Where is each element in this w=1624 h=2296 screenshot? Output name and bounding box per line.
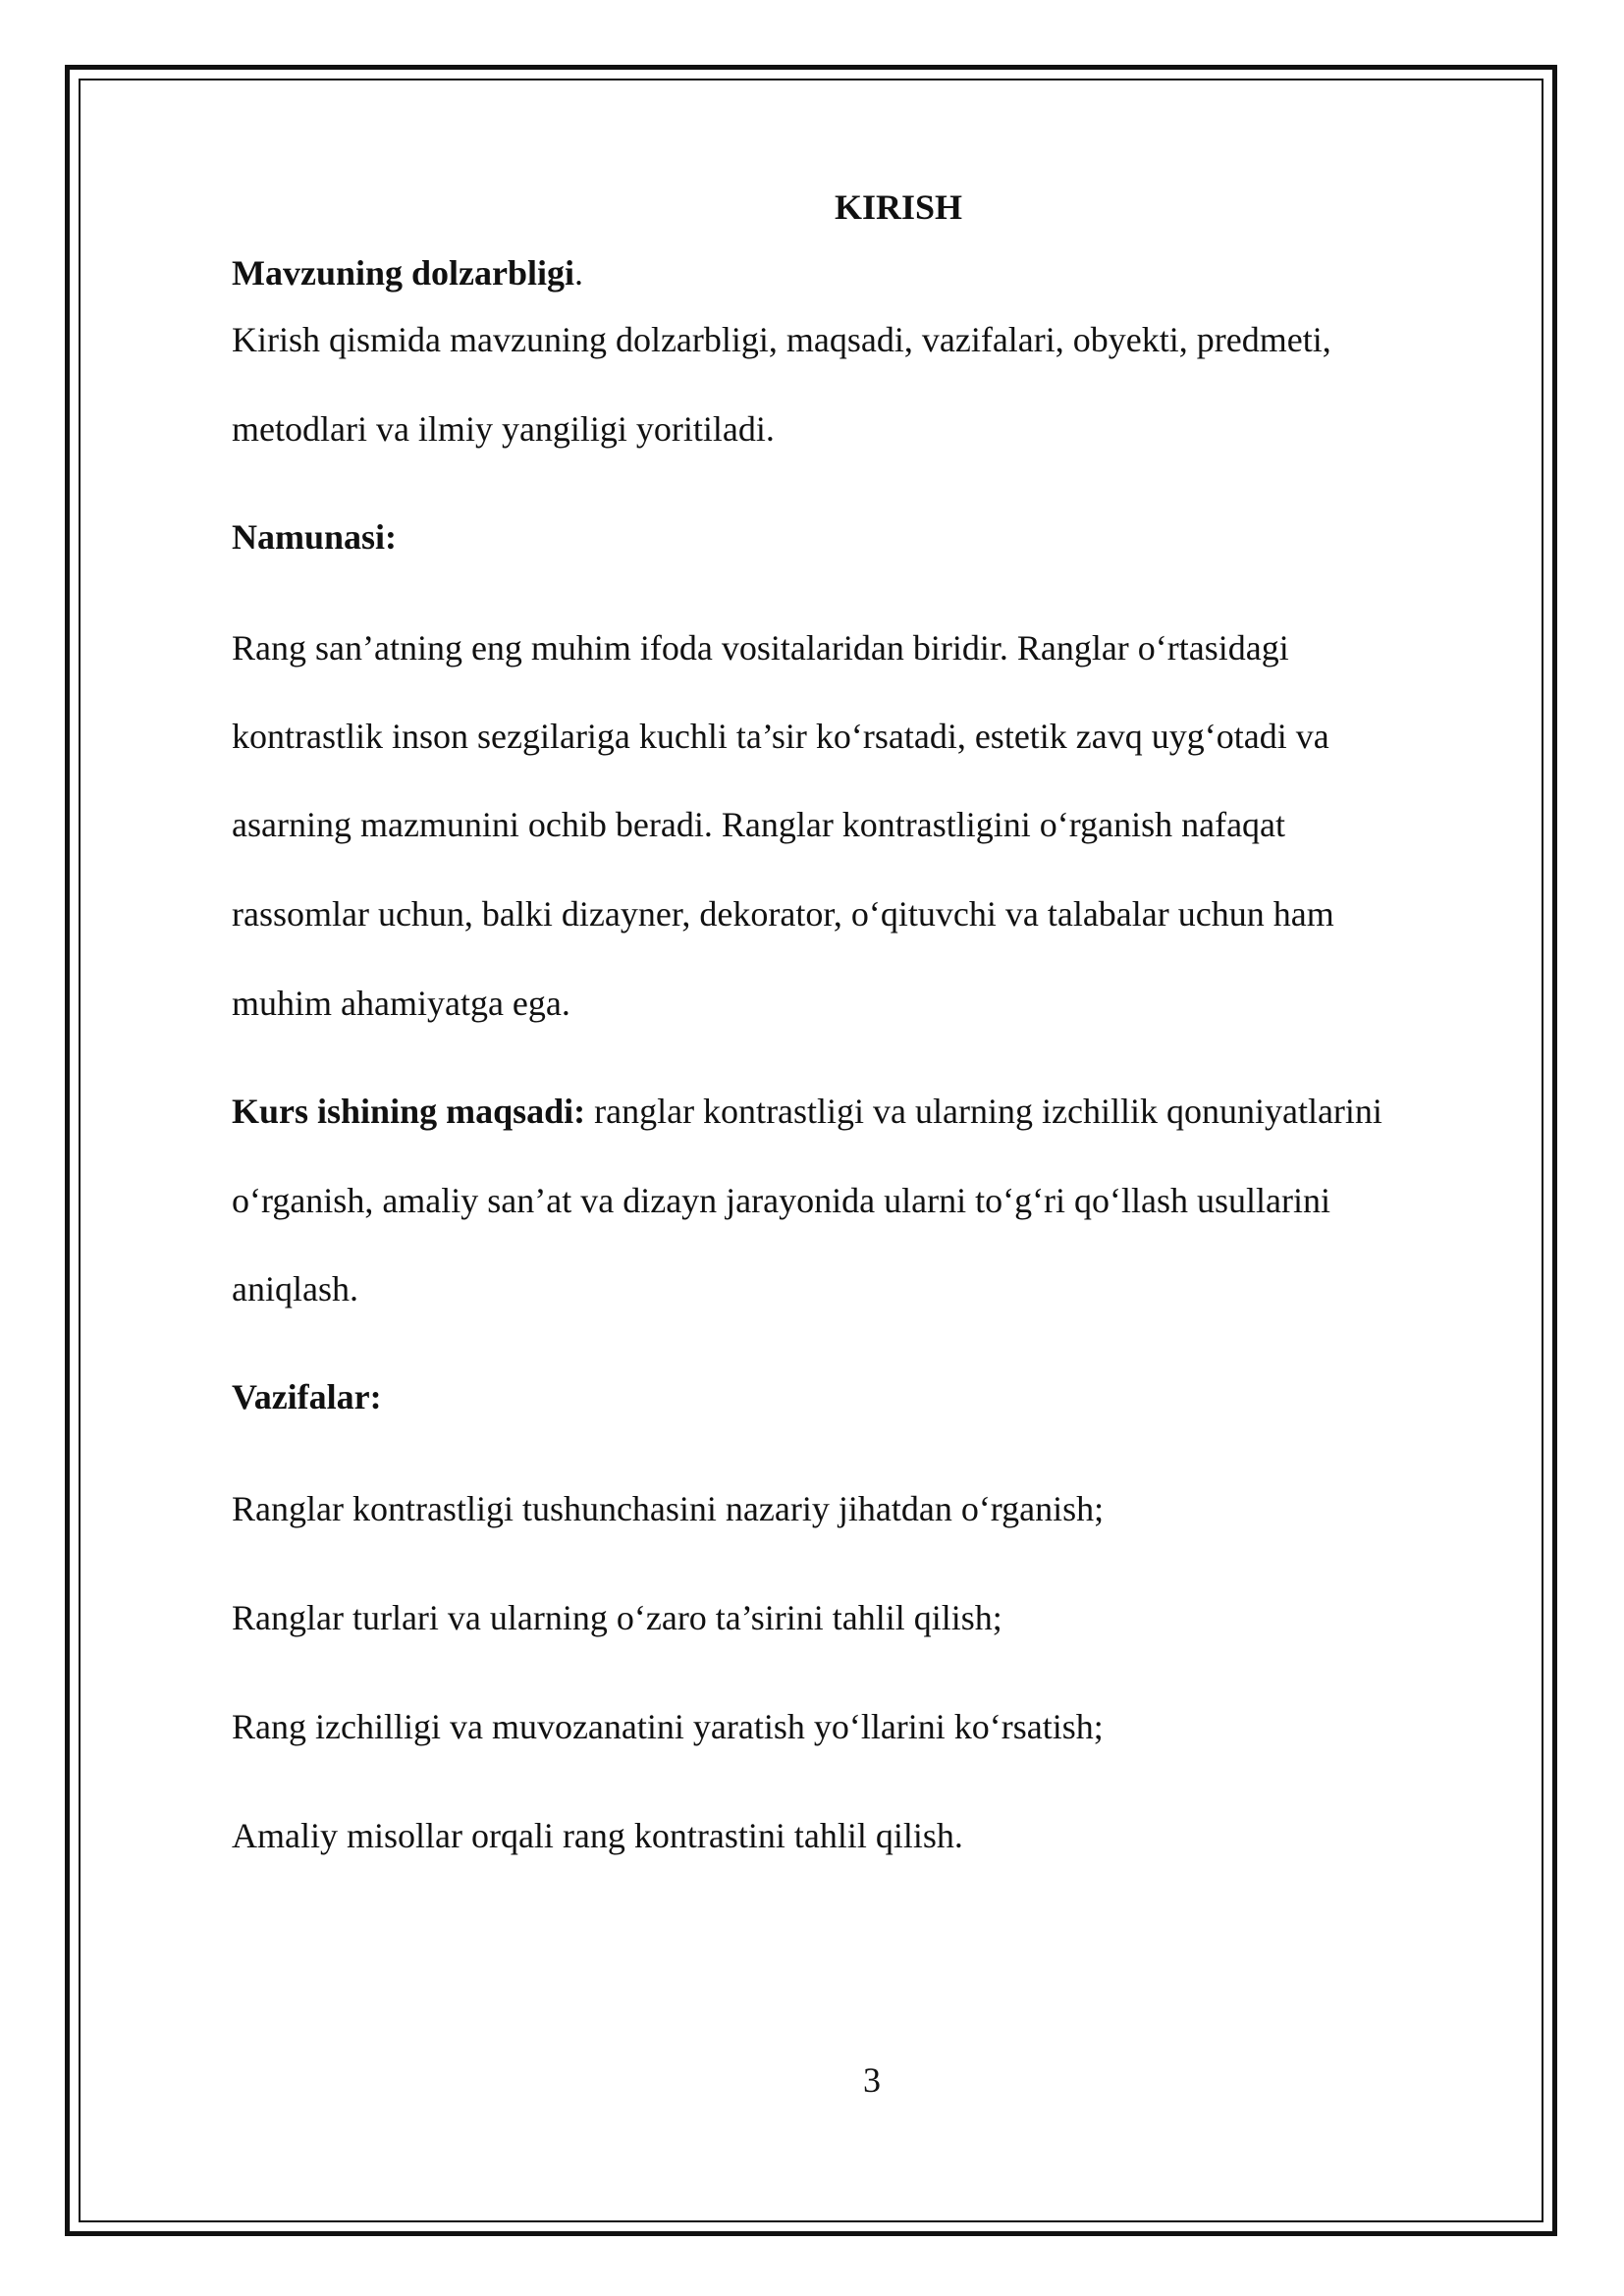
task-item: Ranglar kontrastligi tushunchasini nazariy jihatdan o‘rganish;	[232, 1489, 1105, 1528]
tasks-heading: Vazifalar:	[232, 1377, 382, 1416]
task-item: Amaliy misollar orqali rang kontrastini tahlil qilish.	[232, 1816, 963, 1855]
relevance-heading-text: Mavzuning dolzarbligi	[232, 253, 575, 293]
goal-paragraph	[232, 1094, 1382, 1129]
intro-line: metodlari va ilmiy yangiligi yoritiladi.	[232, 409, 775, 449]
sample-line: kontrastlik inson sezgilariga kuchli ta’sir ko‘rsatadi, estetik zavq uyg‘otadi va	[232, 717, 1329, 756]
task-item: Rang izchilligi va muvozanatini yaratish yo‘llarini ko‘rsatish;	[232, 1707, 1104, 1746]
relevance-heading-suffix: .	[574, 253, 584, 293]
sample-line: asarning mazmunini ochib beradi. Ranglar kontrastligini o‘rganish nafaqat	[232, 805, 1286, 844]
goal-first-line-text: ranglar kontrastligi va ularning izchillik qonuniyatlarini	[585, 1092, 1382, 1131]
sample-line: Rang san’atning eng muhim ifoda vositalaridan biridir. Ranglar o‘rtasidagi	[232, 628, 1289, 667]
sample-line: rassomlar uchun, balki dizayner, dekorator, o‘qituvchi va talabalar uchun ham	[232, 894, 1334, 934]
page-border-inner	[79, 79, 1543, 2222]
goal-line: aniqlash.	[232, 1269, 358, 1308]
page-title: KIRISH	[834, 187, 963, 227]
sample-heading: Namunasi:	[232, 517, 398, 557]
intro-line: Kirish qismida mavzuning dolzarbligi, maqsadi, vazifalari, obyekti, predmeti,	[232, 320, 1331, 359]
sample-line: muhim ahamiyatga ega.	[232, 984, 570, 1023]
task-item: Ranglar turlari va ularning o‘zaro ta’sirini tahlil qilish;	[232, 1598, 1002, 1637]
goal-line: o‘rganish, amaliy san’at va dizayn jarayonida ularni to‘g‘ri qo‘llash usullarini	[232, 1181, 1331, 1220]
page-number: 3	[863, 2060, 881, 2100]
goal-label: Kurs ishining maqsadi:	[232, 1092, 586, 1131]
relevance-heading	[232, 255, 583, 291]
